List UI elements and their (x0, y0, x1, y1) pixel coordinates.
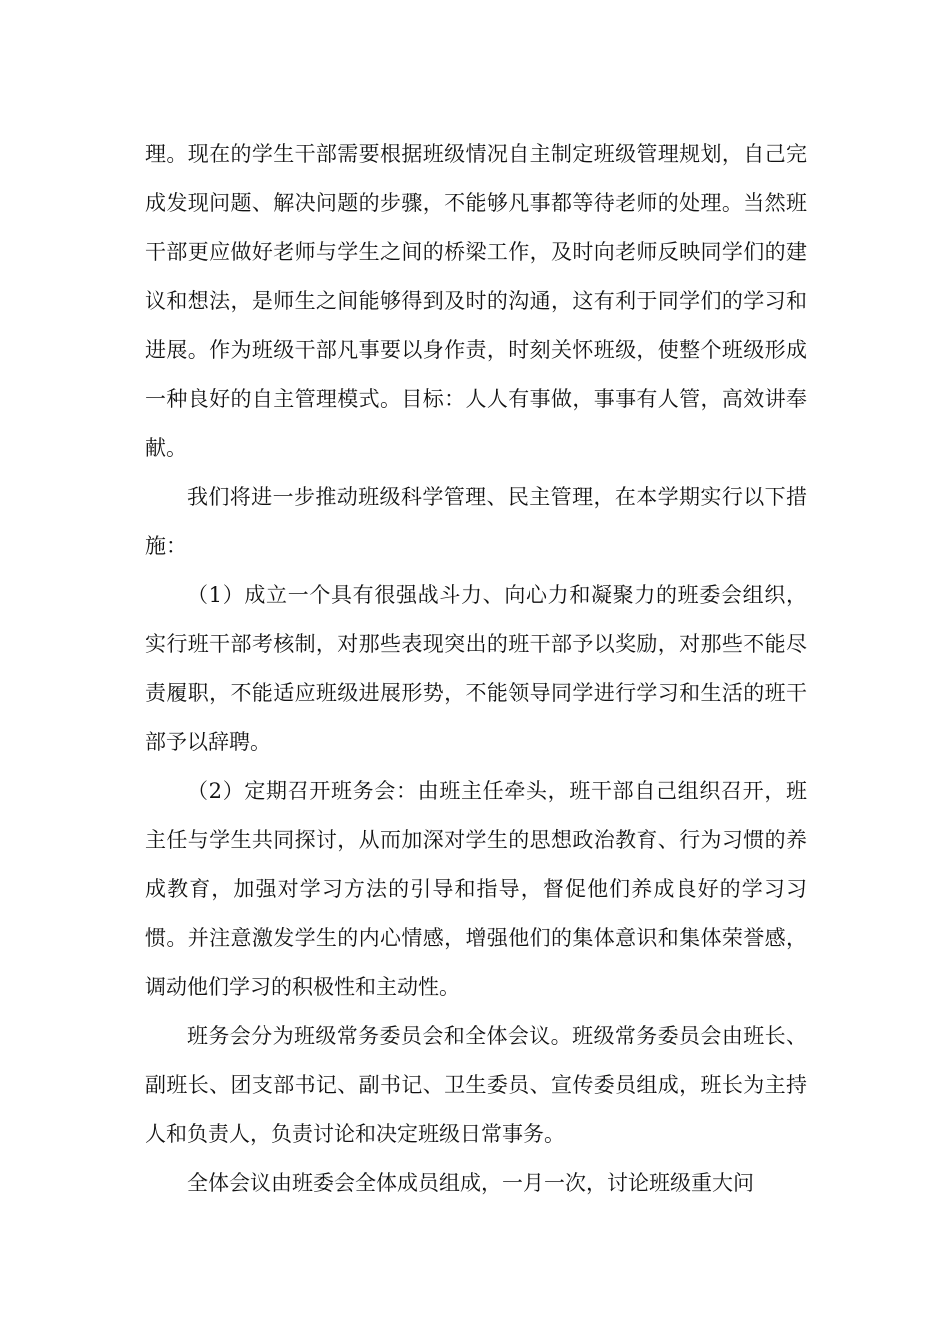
document-body (145, 130, 807, 1208)
paragraph: （1）成立一个具有很强战斗力、向心力和凝聚力的班委会组织，实行班干部考核制，对那些表现突出的班干部予以奖励，对那些不能尽责履职，不能适应班级进展形势，不能领导同学进行学习和生活的班干部予以辞聘。 (145, 583, 807, 754)
paragraph: 全体会议由班委会全体成员组成，一月一次，讨论班级重大问 (187, 1171, 754, 1195)
paragraph: 理。现在的学生干部需要根据班级情况自主制定班级管理规划，自己完成发现问题、解决问题的步骤，不能够凡事都等待老师的处理。当然班干部更应做好老师与学生之间的桥梁工作，及时向老师反映同学们的建议和想法，是师生之间能够得到及时的沟通，这有利于同学们的学习和进展。作为班级干部凡事要以身作责，时刻关怀班级，使整个班级形成一种良好的自主管理模式。目标：人人有事做，事事有人管，高效讲奉献。 (145, 142, 807, 460)
paragraph: 我们将进一步推动班级科学管理、民主管理，在本学期实行以下措施： (145, 485, 807, 558)
paragraph: （2）定期召开班务会：由班主任牵头，班干部自己组织召开，班主任与学生共同探讨，从而加深对学生的思想政治教育、行为习惯的养成教育，加强对学习方法的引导和指导，督促他们养成良好的学习习惯。并注意激发学生的内心情感，增强他们的集体意识和集体荣誉感，调动他们学习的积极性和主动性。 (145, 779, 807, 999)
paragraph: 班务会分为班级常务委员会和全体会议。班级常务委员会由班长、副班长、团支部书记、副书记、卫生委员、宣传委员组成，班长为主持人和负责人，负责讨论和决定班级日常事务。 (145, 1024, 807, 1146)
